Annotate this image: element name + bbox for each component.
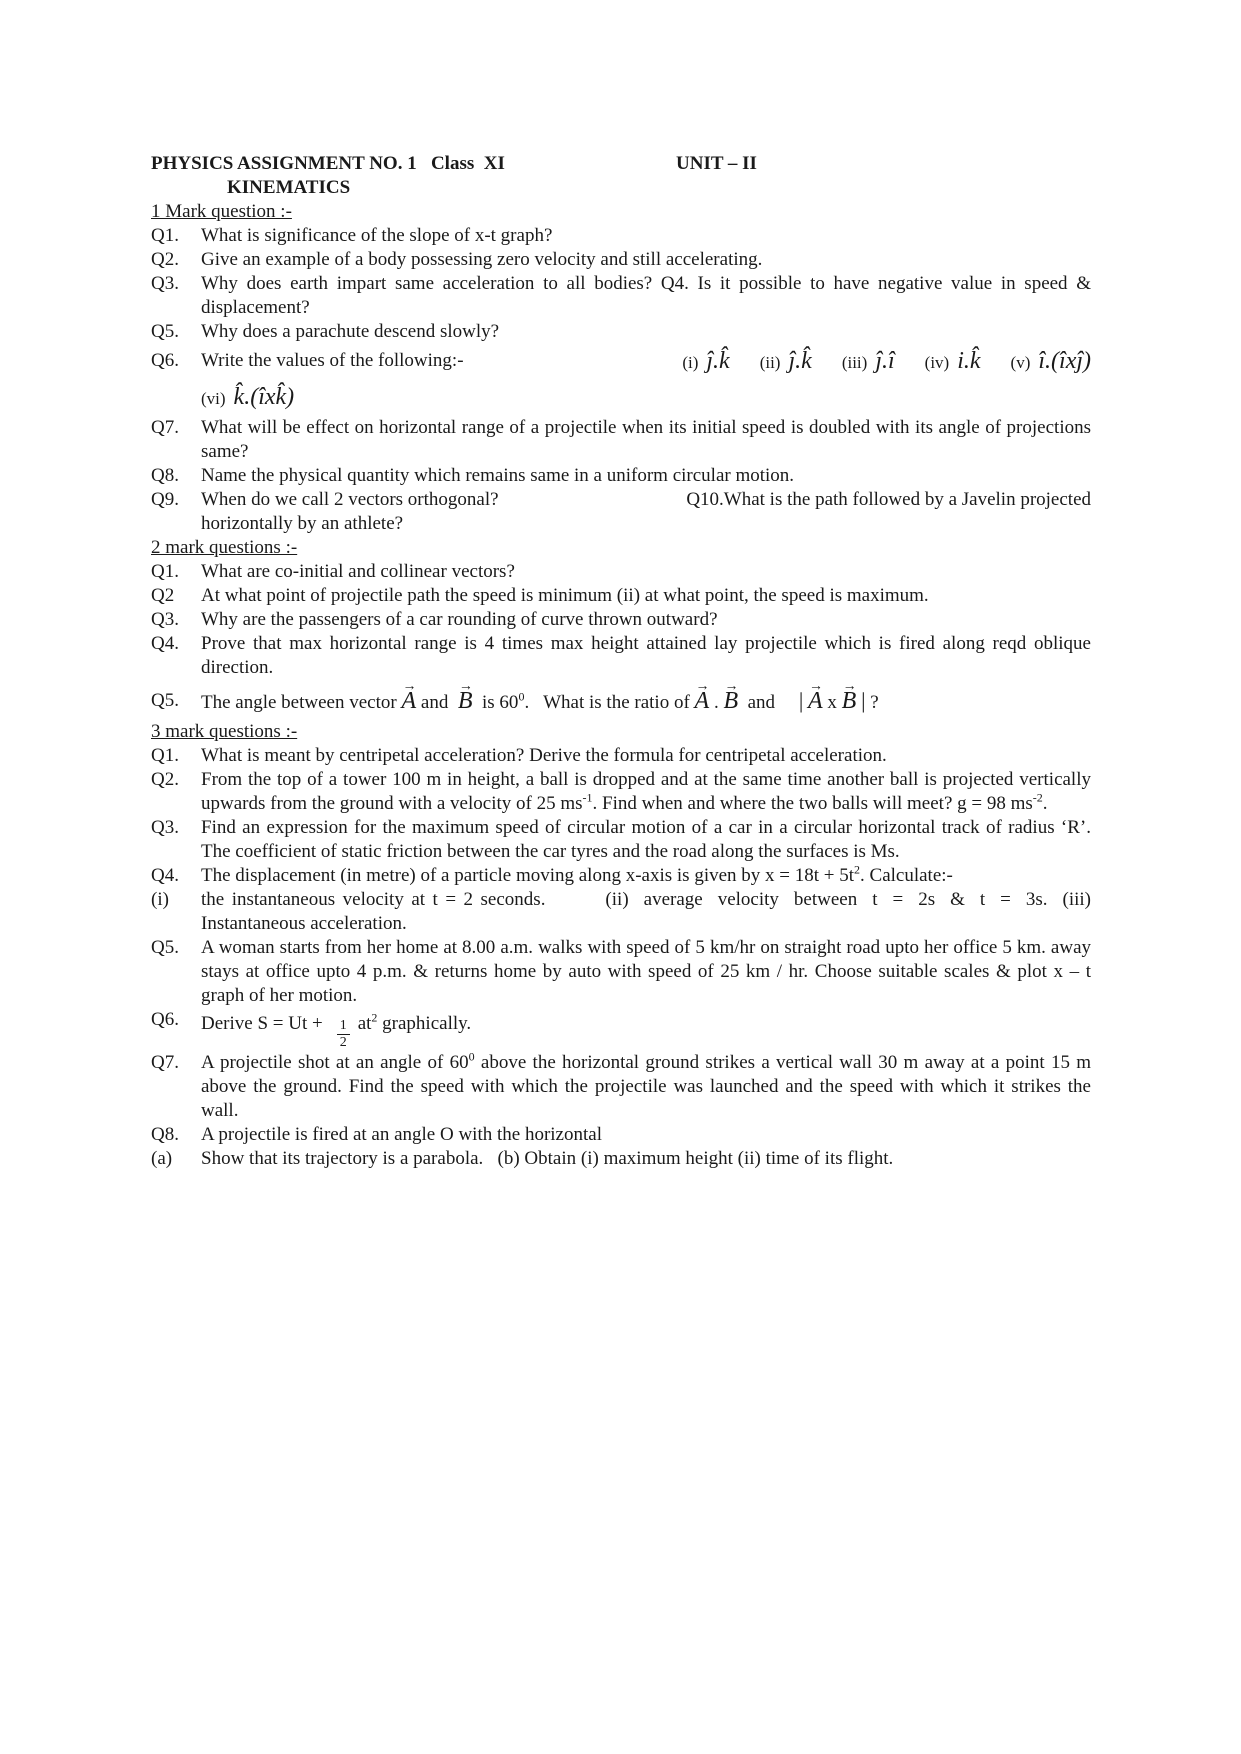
question-text: above the horizontal ground strikes a vertical wall 30 m away at a point 15 m above the ground. Find the speed with which the projectile was launched and the speed with which it strikes the wall. (201, 1052, 1091, 1121)
question-number: Q4. (151, 865, 179, 886)
question-text-q10: Q10.What is the path followed by a Javelin projected (686, 489, 1091, 510)
vector-a: → A (808, 684, 823, 718)
dot-operator: . (713, 692, 719, 713)
unit-vector-options (652, 344, 1091, 380)
exponent: 2 (371, 1010, 378, 1025)
vector-b: → B (458, 684, 473, 718)
question-1m-q6 (151, 344, 1091, 380)
question-number: Q2 (151, 585, 175, 606)
question-text: What is meant by centripetal acceleration? Derive the formula for centripetal acceleration. (201, 745, 887, 766)
vector-b: → B (842, 684, 857, 718)
question-number: Q3. (151, 609, 179, 630)
question-number: Q3. (151, 273, 179, 294)
option-label: (iii) (841, 353, 868, 372)
assignment-page (151, 152, 1096, 1171)
fraction-denominator: 2 (339, 1035, 347, 1050)
question-text: A projectile is fired at an angle O with the horizontal (201, 1124, 602, 1145)
question-text: Why does earth impart same acceleration to all bodies? Q4. Is it possible to have negative value in speed & displacement? (201, 273, 1091, 318)
question-text: What will be effect on horizontal range of a projectile when its initial speed is doubled with its angle of projections same? (201, 417, 1091, 462)
question-number: (i) (151, 889, 169, 910)
header (151, 152, 1091, 176)
option-label: (i) (682, 353, 699, 372)
question-text: Write the values of the following:- (201, 350, 464, 371)
question-number: Q7. (151, 417, 179, 438)
question-number: Q8. (151, 465, 179, 486)
question-number: Q2. (151, 769, 179, 790)
question-2m-q3 (151, 608, 1091, 632)
question-1m-q1 (151, 224, 1091, 248)
question-text: From the top of a tower 100 m in height, a ball is dropped and at the same time another ball is projected vertically upwards from the ground with a velocity of 25 ms (201, 769, 1091, 814)
question-number: Q2. (151, 249, 179, 270)
question-text: The angle between vector (201, 692, 397, 713)
question-2m-q2 (151, 584, 1091, 608)
question-text: and (747, 692, 776, 713)
exponent: 2 (854, 862, 861, 877)
question-text: The displacement (in metre) of a particle moving along x-axis is given by x = 18t + 5t (201, 865, 855, 886)
question-2m-q5 (151, 684, 1091, 720)
question-text: Show that its trajectory is a parabola. (b) Obtain (i) maximum height (ii) time of its flight. (201, 1148, 894, 1169)
question-number: Q8. (151, 1124, 179, 1145)
question-text: and (420, 692, 449, 713)
question-3m-q8-parts (151, 1147, 1091, 1171)
option-label: (v) (1010, 353, 1031, 372)
degree-superscript: 0 (468, 1049, 475, 1064)
question-text: is 60 (482, 692, 519, 713)
assignment-title: PHYSICS ASSIGNMENT NO. 1 Class XI (151, 153, 505, 174)
question-number: Q5. (151, 937, 179, 958)
question-2m-q1 (151, 560, 1091, 584)
question-number: Q9. (151, 489, 179, 510)
question-3m-q5 (151, 936, 1091, 1008)
section-heading-1-mark: 1 Mark question :- (151, 201, 292, 222)
question-text: A projectile shot at an angle of 60 (201, 1052, 469, 1073)
question-text-q10-cont: horizontally by an athlete? (201, 513, 404, 534)
section-heading-3-mark: 3 mark questions :- (151, 721, 298, 742)
option-label: (iv) (924, 353, 950, 372)
question-text: the instantaneous velocity at t = 2 seconds. (ii) average velocity between t = 2s & t = 3s. (iii) Instantaneous acceleration. (201, 889, 1096, 934)
question-text: Give an example of a body possessing zero velocity and still accelerating. (201, 249, 763, 270)
question-number: Q5. (151, 690, 179, 711)
question-number: Q7. (151, 1052, 179, 1073)
vector-b: → B (723, 684, 738, 718)
expression: ĵ.k̂ (788, 348, 812, 374)
question-number: Q3. (151, 817, 179, 838)
question-3m-q4-parts (151, 888, 1096, 936)
question-text: Prove that max horizontal range is 4 times max height attained lay projectile which is fired along reqd oblique direction. (201, 633, 1091, 678)
question-3m-q3 (151, 816, 1091, 864)
question-3m-q8 (151, 1123, 1091, 1147)
magnitude-bar: | (798, 688, 804, 713)
question-text: At what point of projectile path the speed is minimum (ii) at what point, the speed is maximum. (201, 585, 929, 606)
question-3m-q2: Q2. From the top of a tower 100 m in height, a ball is dropped and at the same time another ball is projected vertically upwards from the ground with a velocity of 25 $ms^{-1}$. Find when and where the two balls will meet? g = 98 $ms^{-2}$. (151, 769, 1091, 814)
question-3m-q1 (151, 744, 1091, 768)
question-2m-q4 (151, 632, 1091, 680)
magnitude-bar: | (861, 688, 866, 713)
question-text: . Find when and where the two balls will meet? g = 98 ms (592, 793, 1033, 814)
question-1m-q7 (151, 416, 1091, 464)
question-text: Derive S = Ut + (201, 1012, 323, 1034)
question-number: Q1. (151, 745, 179, 766)
unit-label: UNIT – II (676, 153, 757, 174)
question-number: Q4. (151, 633, 179, 654)
question-3m-q6: Q6. Derive S = Ut + $\frac{1}{2}$ $at^2$ graphically. (151, 1009, 472, 1050)
question-1m-q8 (151, 464, 1091, 488)
vector-a: → A (401, 684, 416, 718)
fraction-half (337, 1018, 350, 1051)
expression: î.(îxĵ) (1038, 348, 1091, 374)
question-number: (a) (151, 1148, 173, 1169)
question-text: . Calculate:- (860, 865, 953, 886)
topic-title: KINEMATICS (227, 177, 351, 198)
unit-exponent: -2 (1032, 790, 1043, 805)
question-1m-q6-cont (151, 380, 1091, 416)
question-text: When do we call 2 vectors orthogonal? (201, 489, 499, 510)
question-1m-q3 (151, 272, 1091, 320)
question-number: Q5. (151, 321, 179, 342)
question-1m-q9 (151, 488, 1091, 536)
question-number: Q1. (151, 225, 179, 246)
expression: i.k̂ (957, 348, 981, 374)
question-number: Q6. (151, 1009, 179, 1030)
option-label: (vi) (201, 389, 226, 408)
question-mark: ? (870, 692, 879, 713)
question-text: Name the physical quantity which remains same in a uniform circular motion. (201, 465, 795, 486)
question-text: Find an expression for the maximum speed of circular motion of a car in a circular horizontal track of radius ‘R’. The coefficient of static friction between the car tyres and the road along the surfaces is Ms. (201, 817, 1091, 862)
question-1m-q5 (151, 320, 1091, 344)
option-label: (ii) (759, 353, 781, 372)
question-text: Why does a parachute descend slowly? (201, 321, 500, 342)
cross-operator: x (827, 692, 837, 713)
vector-a: → A (695, 684, 710, 718)
question-3m-q4 (151, 864, 1091, 888)
question-1m-q2 (151, 248, 1091, 272)
question-number: Q6. (151, 350, 179, 371)
question-text: A woman starts from her home at 8.00 a.m. walks with speed of 5 km/hr on straight road upto her office 5 km. away stays at office upto 4 p.m. & returns home by auto with speed of 25 km / hr. Choose suitable scales & plot x – t graph of her motion. (201, 937, 1091, 1006)
section-heading-2-mark: 2 mark questions :- (151, 537, 298, 558)
question-text: . What is the ratio of (524, 692, 690, 713)
question-3m-q7 (151, 1051, 1091, 1123)
expression: k̂.(îxk̂) (233, 384, 295, 410)
question-number: Q1. (151, 561, 179, 582)
unit-exponent: -1 (582, 790, 593, 805)
fraction-numerator: 1 (337, 1018, 350, 1035)
expression: ĵ.î (875, 348, 895, 374)
expression: ĵ.k̂ (706, 348, 730, 374)
question-text: Why are the passengers of a car rounding of curve thrown outward? (201, 609, 718, 630)
question-text: What are co-initial and collinear vectors? (201, 561, 515, 582)
question-text: What is significance of the slope of x-t graph? (201, 225, 553, 246)
degree-superscript: 0 (518, 689, 525, 704)
